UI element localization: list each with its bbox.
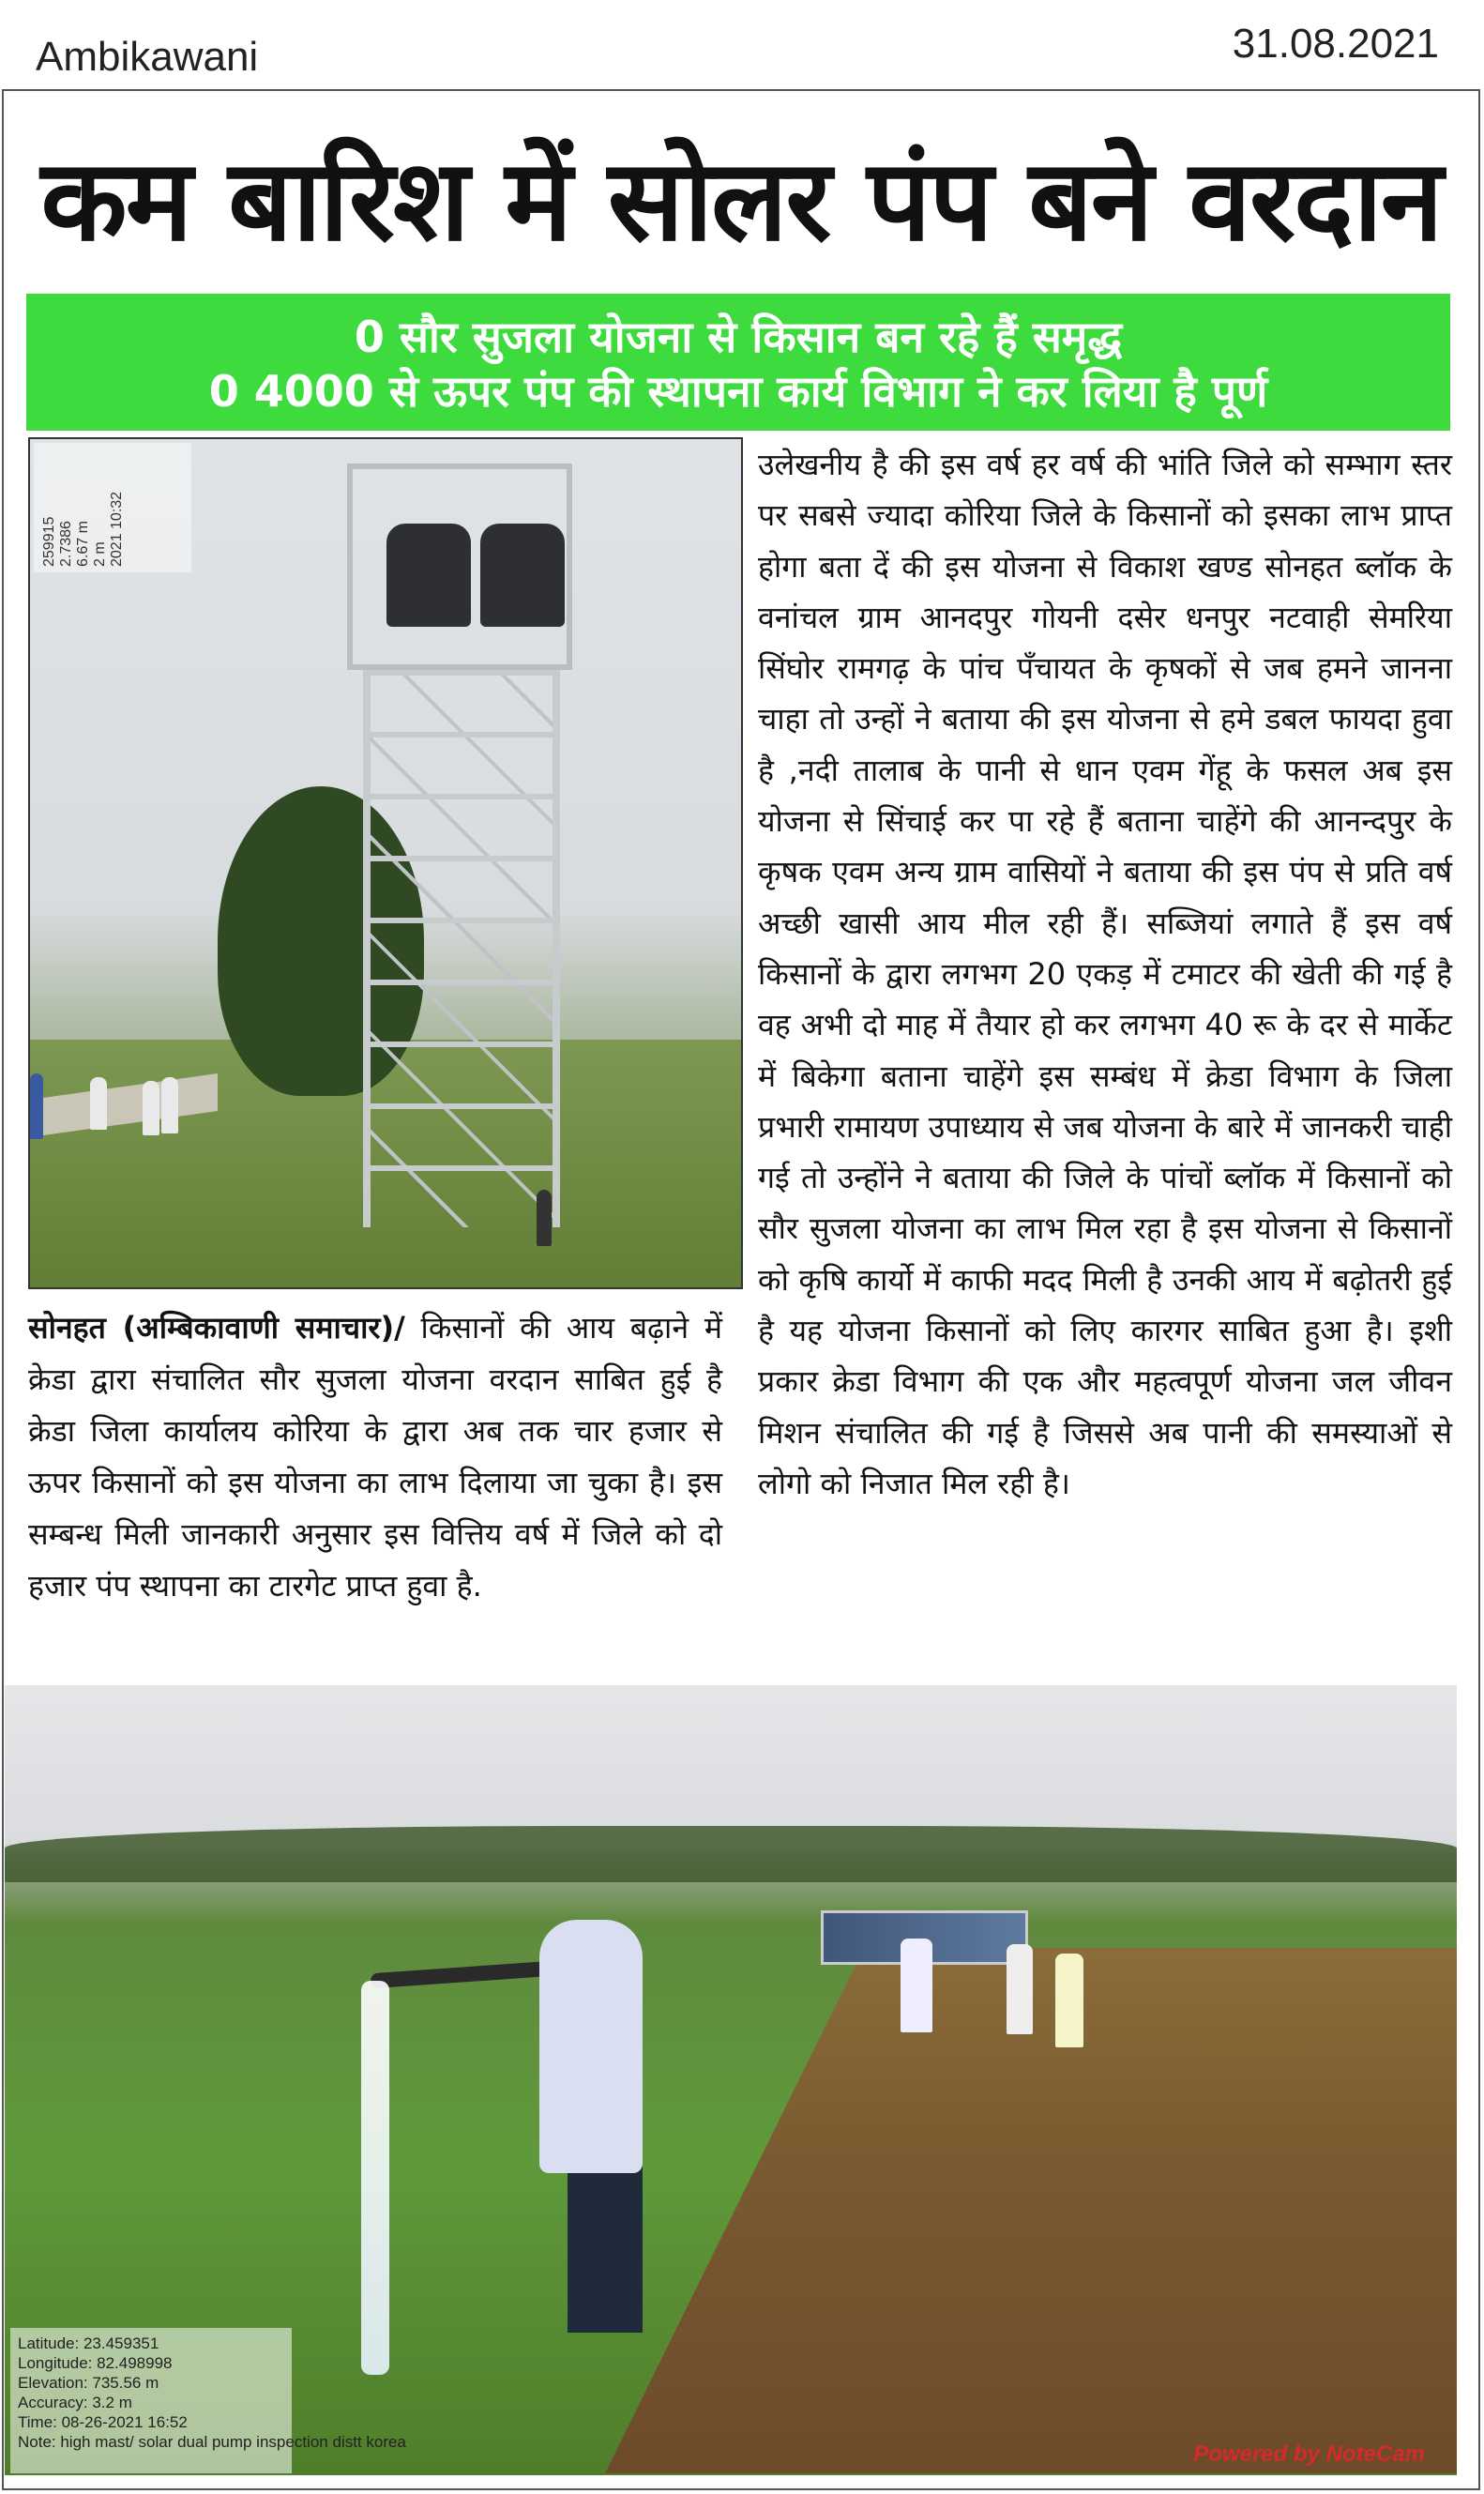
person-figure: [161, 1077, 178, 1133]
stamp-line: 259915: [41, 516, 57, 567]
water-flow: [361, 1981, 389, 2375]
water-tank: [386, 524, 471, 627]
person-figure: [901, 1939, 932, 2032]
water-tower-photo: [28, 437, 743, 1289]
person-figure: [90, 1077, 107, 1130]
gps-line: Latitude: 23.459351: [18, 2334, 159, 2352]
gps-line: Elevation: 735.56 m: [18, 2374, 159, 2392]
stamp-line: 6.67 m: [75, 521, 91, 567]
water-tank: [480, 524, 565, 627]
gps-overlay: [10, 2328, 406, 2473]
person-figure: [537, 1190, 552, 1246]
man-legs: [568, 2154, 643, 2333]
gps-line: Longitude: 82.498998: [18, 2354, 173, 2372]
gps-line: Accuracy: 3.2 m: [18, 2394, 132, 2411]
stamp-line: 2.7386: [58, 521, 74, 567]
person-figure: [1007, 1944, 1033, 2034]
subheading-2: 0 4000 से ऊपर पंप की स्थापना कार्य विभाग ने कर लिया है पूर्ण: [208, 366, 1268, 417]
article-dateline: सोनहत (अम्बिकावाणी समाचार)/: [28, 1310, 405, 1346]
article-left-body: किसानों की आय बढ़ाने में क्रेडा द्वारा संचालित सौर सुजला योजना वरदान साबित हुई है क्रेडा जिला कार्यालय कोरिया के द्वारा अब तक चार हजार से ऊपर किसानों को इस योजना का लाभ दिलाया जा चुका है। इस सम्बन्ध मिली जानकारी अनुसार इस वित्तिय वर्ष में जिले को दो हजार पंप स्थापना का टारगेट प्राप्त हुवा है.: [28, 1310, 722, 1604]
photo-treeline: [5, 1826, 1457, 1882]
gps-line: Note: high mast/ solar dual pump inspection distt korea: [18, 2433, 406, 2451]
publication-name: Ambikawani: [36, 34, 259, 80]
subheading-banner: [26, 294, 1450, 431]
person-figure: [143, 1081, 159, 1135]
article-headline: कम बारिश में सोलर पंप बने वरदान: [40, 136, 1442, 266]
stamp-line: 2021 10:32: [109, 491, 125, 567]
header-bar: [2, 2, 1480, 91]
article-column-left: [28, 1302, 722, 1612]
publication-date: 31.08.2021: [1232, 21, 1439, 67]
article-column-right: उलेखनीय है की इस वर्ष हर वर्ष की भांति जिले को सम्भाग स्तर पर सबसे ज्यादा कोरिया जिले के किसानों को इसका लाभ प्राप्त होगा बता दें की इस योजना से विकाश खण्ड सोनहत ब्लॉक के वनांचल ग्राम आनदपुर गोयनी दसेर धनपुर नटवाही सेमरिया सिंघोर रामगढ़ के पांच पँचायत के कृषकों से जब हमने जानना चाहा तो उन्हों ने बताया की इस योजना से हमे डबल फायदा हुवा है ,नदी तालाब के पानी से धान एवम गेंहू के फसल अब इस योजना से सिंचाई कर पा रहे हैं बताना चाहेंगे की आनन्दपुर के कृषक एवम अन्य ग्राम वासियों ने बताया की इस पंप से प्रति वर्ष अच्छी खासी आय मील रही हैं। सब्जियां लगाते हैं इस वर्ष किसानों के द्वारा लगभग 20 एकड़ में टमाटर की खेती की गई है वह अभी दो माह में तैयार हो कर लगभग 40 रू के दर से मार्केट में बिकेगा बताना चाहेंगे इस सम्बंध में क्रेडा विभाग के जिला प्रभारी रामायण उपाध्याय से जब योजना के बारे में जानकरी चाही गई तो उन्होंने ने बताया की जिले के पांचों ब्लॉक में किसानों को सौर सुजला योजना का लाभ मिल रहा है इस योजना से किसानों को कृषि कार्यो में काफी मदद मिली है उनकी आय में बढ़ोतरी हुई है यह योजना किसानों को लिए कारगर साबित हुआ है। इशी प्रकार क्रेडा विभाग की एक और महत्वपूर्ण योजना जल जीवन मिशन संचालित की गई है जिससे अब पानी की समस्याओं से लोगो को निजात मिल रही है।: [758, 447, 1453, 1501]
man-figure: [539, 1920, 643, 2173]
person-figure: [30, 1073, 43, 1139]
field-pump-photo: [5, 1685, 1457, 2475]
person-figure: [1055, 1954, 1083, 2047]
tower-structure: [363, 664, 560, 1227]
pump-hose: [371, 1960, 568, 1989]
subheading-1: 0 सौर सुजला योजना से किसान बन रहे हैं समृद्ध: [354, 312, 1123, 362]
photo-stamp: [34, 443, 191, 572]
stamp-line: 2 m: [92, 541, 108, 567]
gps-line: Time: 08-26-2021 16:52: [18, 2413, 188, 2431]
notecam-watermark: Powered by NoteCam: [1193, 2441, 1425, 2467]
